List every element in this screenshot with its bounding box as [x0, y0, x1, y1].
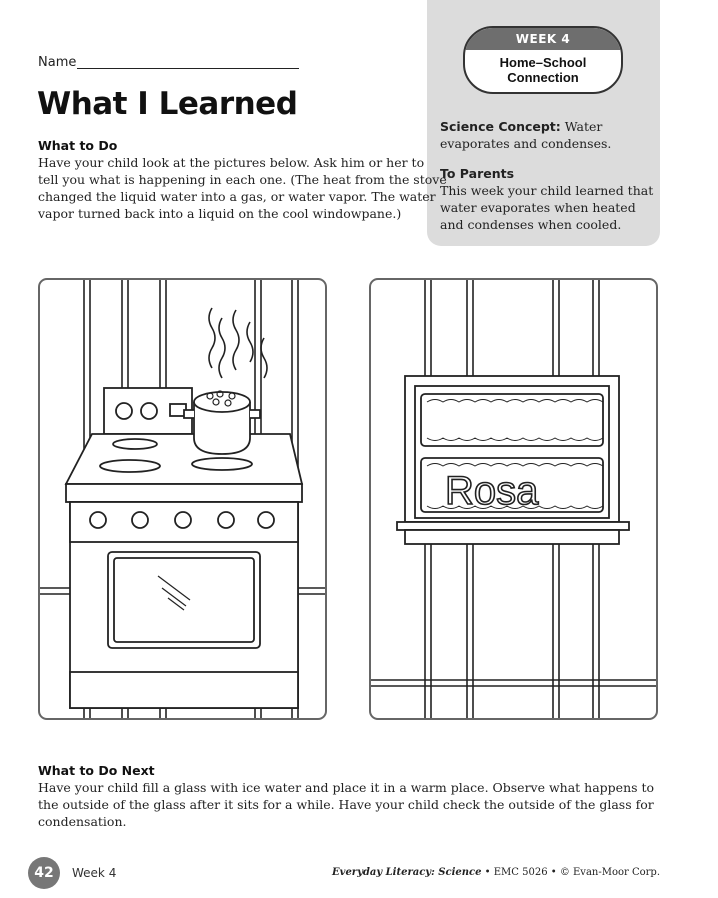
to-parents: [440, 165, 655, 233]
what-to-do-next-line: the outside of the glass after it sits for a while. Have your child check the outside of the glass for: [38, 797, 654, 812]
what-to-do-line: vapor turned back into a liquid on the cool windowpane.): [38, 206, 402, 221]
what-to-do-next-heading: What to Do Next: [38, 763, 155, 778]
science-concept: [440, 118, 655, 152]
name-write-line: [77, 68, 299, 69]
name-label: Name: [38, 55, 77, 70]
what-to-do-line: Have your child look at the pictures below. Ask him or her to: [38, 155, 425, 170]
week-badge: [463, 26, 623, 94]
what-to-do-heading: What to Do: [38, 138, 118, 153]
what-to-do-line: changed the liquid water into a gas, or water vapor. The water: [38, 189, 436, 204]
week-label: WEEK 4: [465, 28, 621, 50]
book-title: Everyday Literacy: Science: [332, 867, 482, 878]
footer-credit: [332, 867, 660, 878]
footer-week: Week 4: [72, 866, 117, 880]
connection-title-line1: Home–School: [499, 55, 587, 70]
to-parents-text: This week your child learned that water evaporates when heated and condenses when cooled.: [440, 183, 654, 232]
page-title: What I Learned: [37, 86, 298, 122]
window-illustration: [369, 278, 658, 720]
stove-drawing: [40, 280, 325, 718]
window-drawing: [371, 280, 656, 718]
what-to-do-text: [38, 154, 447, 222]
science-concept-label: Science Concept:: [440, 119, 561, 134]
science-concept-text: Water evaporates and condenses.: [440, 119, 612, 151]
window-word: Rosa: [445, 469, 539, 513]
to-parents-label: To Parents: [440, 166, 515, 181]
what-to-do-next-text: [38, 779, 654, 830]
what-to-do-next-line: Have your child fill a glass with ice water and place it in a warm place. Observe what happens to: [38, 780, 655, 795]
what-to-do-next-line: condensation.: [38, 814, 127, 829]
stove-illustration: [38, 278, 327, 720]
connection-title-line2: Connection: [507, 70, 579, 85]
publisher-credit: • EMC 5026 • © Evan-Moor Corp.: [481, 867, 660, 878]
what-to-do-line: tell you what is happening in each one. (The heat from the stove: [38, 172, 447, 187]
page-number: 42: [28, 857, 60, 889]
